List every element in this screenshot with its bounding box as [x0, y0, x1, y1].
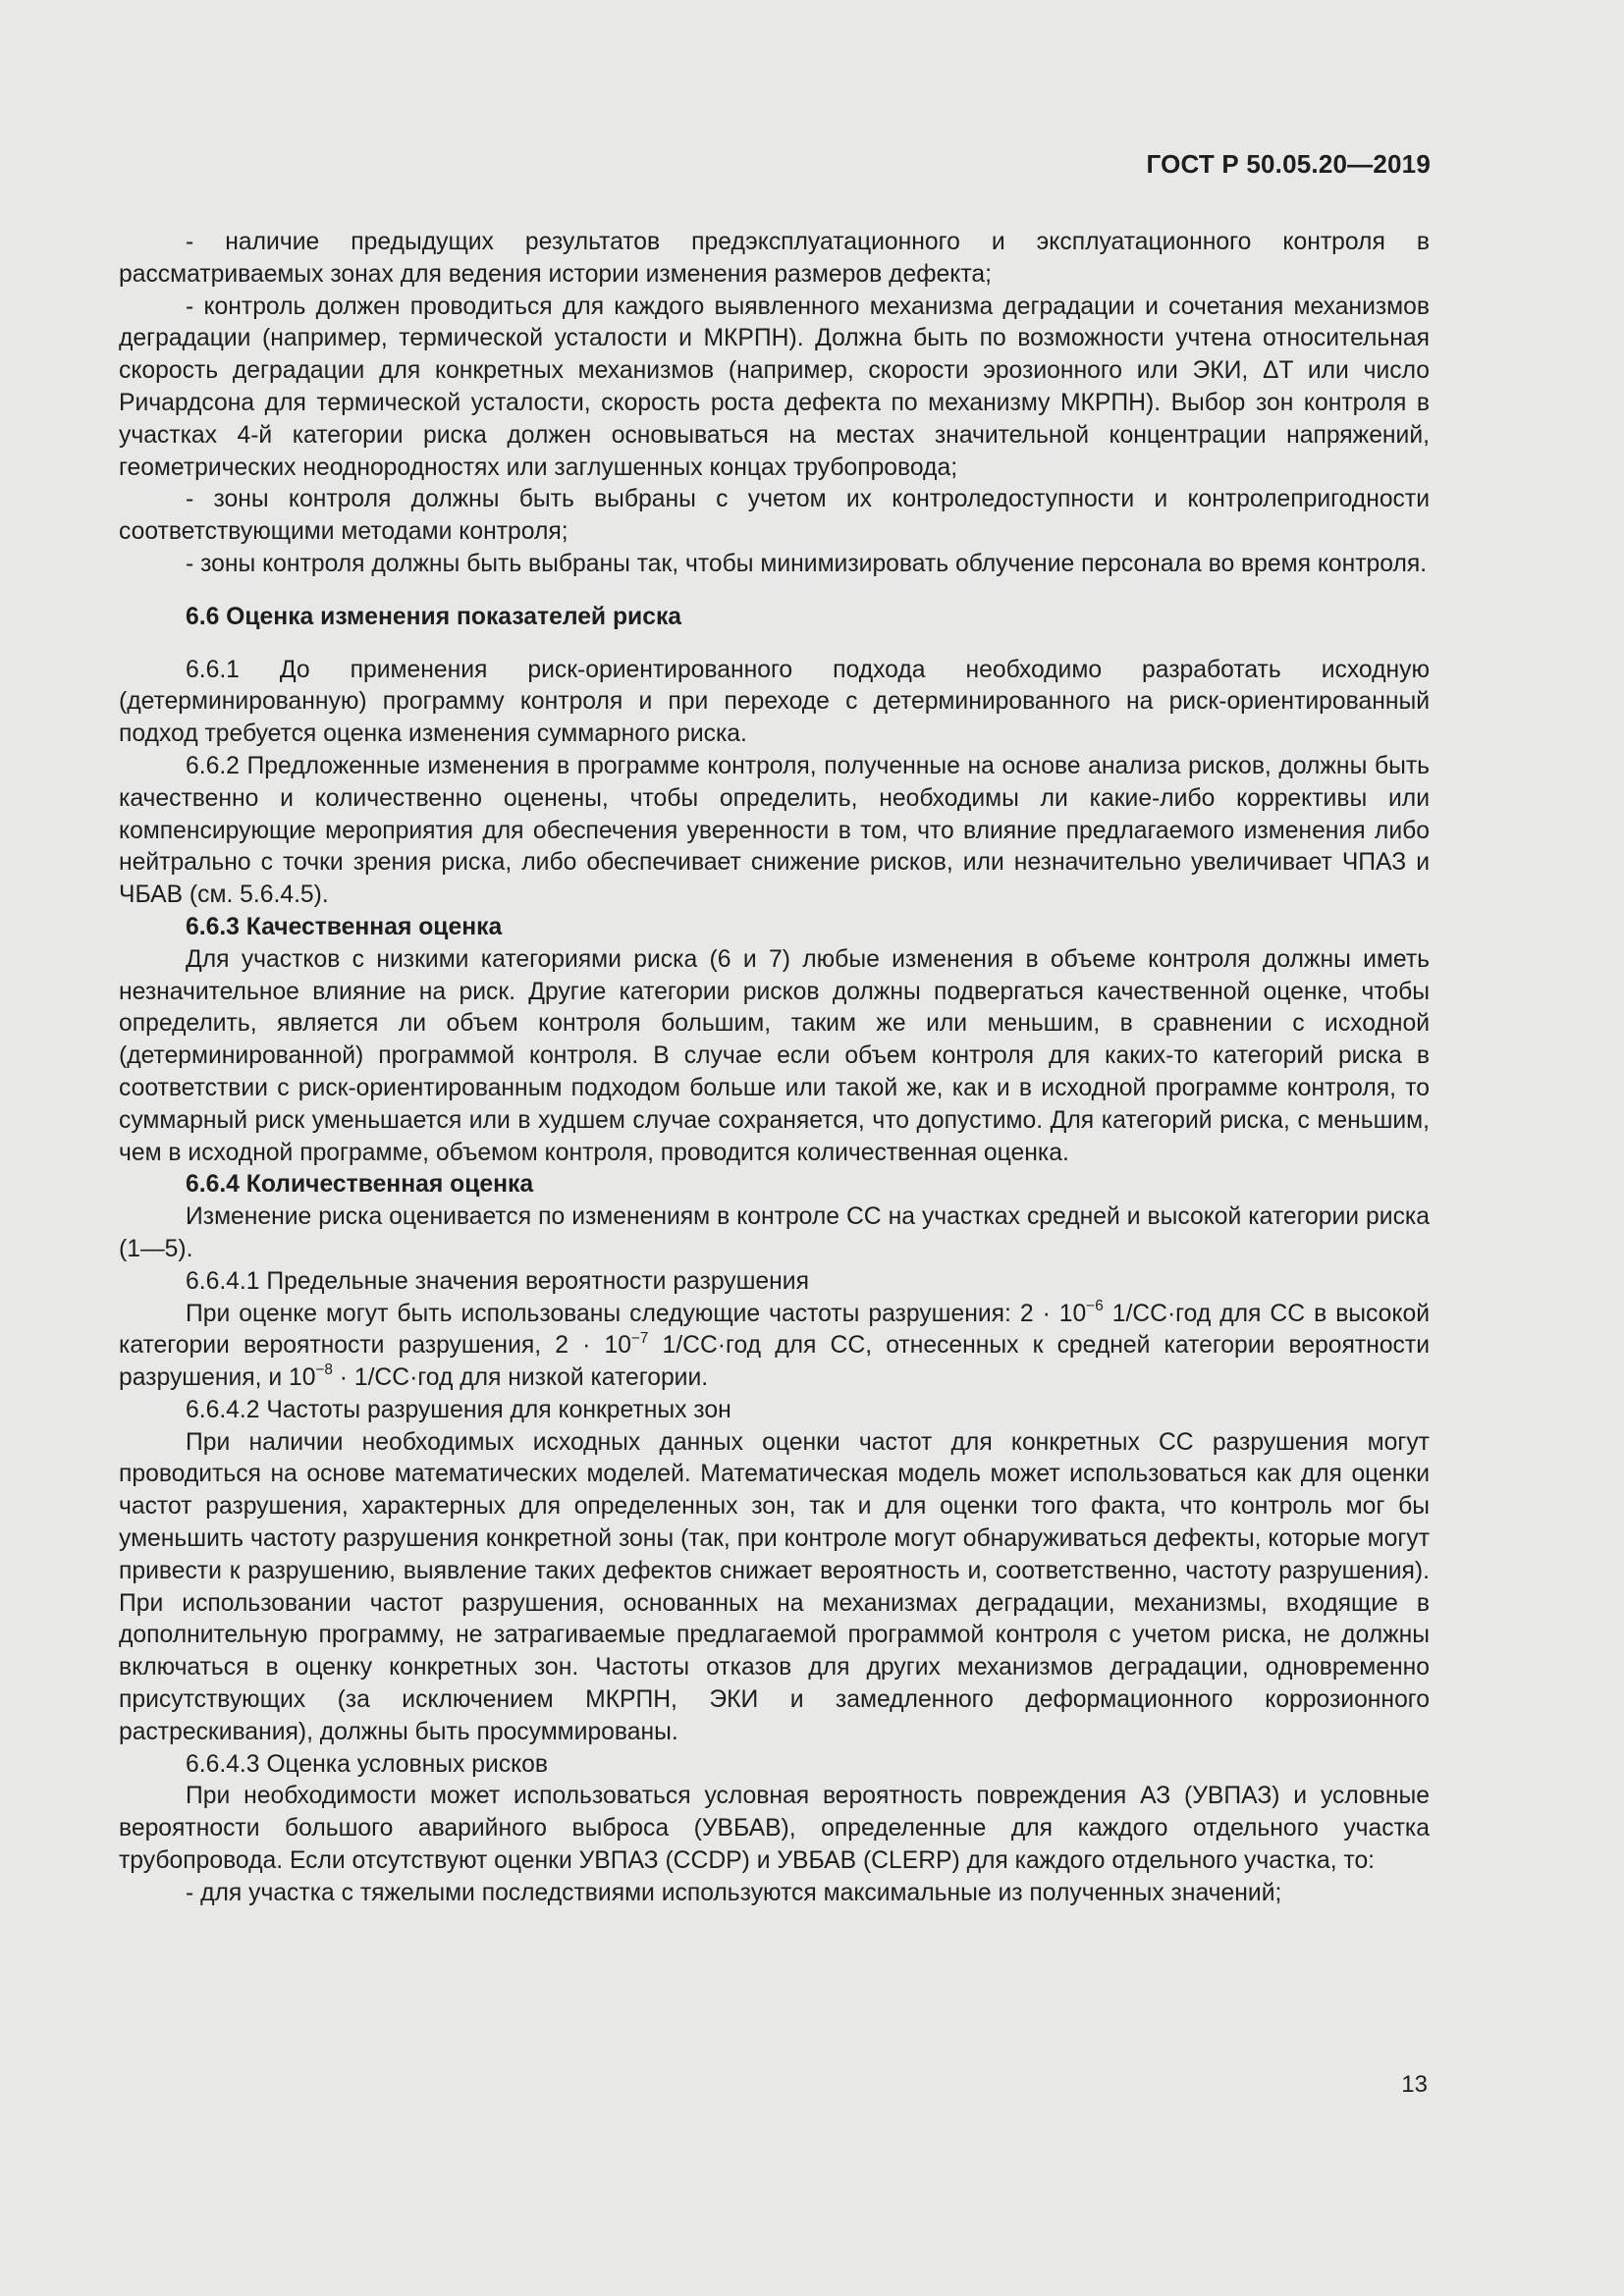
subsection-heading: 6.6.3 Качественная оценка — [186, 913, 503, 940]
paragraph: Изменение риска оценивается по изменениям в контроле СС на участках средней и высокой категории риска (1—5). — [119, 1203, 1430, 1262]
exponent: −7 — [630, 1329, 649, 1347]
text-run: · 1/СС·год для низкой категории. — [332, 1364, 709, 1392]
text-run: 1/СС·год для СС в высокой категории вероятности разрушения, 2 · 10 — [119, 1300, 1431, 1360]
document-id: ГОСТ Р 50.05.20—2019 — [1146, 149, 1431, 179]
page-number: 13 — [1401, 2071, 1428, 2098]
paragraph: - наличие предыдущих результатов предэксплуатационного и эксплуатационного контроля в рассматриваемых зонах для ведения истории изменения размеров дефекта; — [119, 229, 1430, 288]
clause-heading: 6.6.4.3 Оценка условных рисков — [186, 1750, 549, 1778]
paragraph: При наличии необходимых исходных данных оценки частот для конкретных СС разрушения могут проводиться на основе математических моделей. Математическая модель может использоваться как для оценки частот разрушения, характерных для определенных зон, так и для оценки того факта, что контроль мог бы уменьшить частоту разрушения конкретной зоны (так, при контроле могут обнаруживаться дефекты, которые могут привести к разрушению, выявление таких дефектов снижает вероятность и, соответственно, частоту разрушения). При использовании частот разрушения, основанных на механизмах деградации, механизмы, входящие в дополнительную программу, не затрагиваемые предлагаемой программой контроля с учетом риска, не должны включаться в оценку конкретных зон. Частоты отказов для других механизмов деградации, одновременно присутствующих (за исключением МКРПН, ЭКИ и замедленного деформационного коррозионного растрескивания), должны быть просуммированы. — [119, 1428, 1430, 1745]
paragraph: - контроль должен проводиться для каждого выявленного механизма деградации и сочетания механизмов деградации (например, термической усталости и МКРПН). Должна быть по возможности учтена относительная скорость деградации для конкретных механизмов (например, скорости эрозионного или ЭКИ, ΔT или число Ричардсона для термической усталости, скорость роста дефекта по механизму МКРПН). Выбор зон контроля в участках 4-й категории риска должен основываться на местах значительной концентрации напряжений, геометрических неоднородностях или заглушенных концах трубопровода; — [119, 293, 1430, 481]
paragraph-with-exponents — [119, 1299, 1430, 1395]
paragraph: - для участка с тяжелыми последствиями используются максимальные из полученных значений; — [186, 1879, 1282, 1906]
section-heading: 6.6 Оценка изменения показателей риска — [186, 603, 682, 630]
paragraph: - зоны контроля должны быть выбраны с учетом их контроледоступности и контролепригодности соответствующими методами контроля; — [119, 486, 1430, 546]
clause-heading: 6.6.4.1 Предельные значения вероятности разрушения — [186, 1267, 809, 1295]
exponent: −8 — [315, 1362, 333, 1379]
clause-heading: 6.6.4.2 Частоты разрушения для конкретных зон — [186, 1396, 731, 1423]
document-body — [119, 227, 1430, 1910]
paragraph: 6.6.2 Предложенные изменения в программе контроля, полученные на основе анализа рисков, должны быть качественно и количественно оценены, чтобы определить, необходимы ли какие-либо коррективы или компенсирующие мероприятия для обеспечения уверенности в том, что влияние предлагаемого изменения либо нейтрально с точки зрения риска, либо обеспечивает снижение рисков, или незначительно увеличивает ЧПАЗ и ЧБАВ (см. 5.6.4.5). — [119, 752, 1430, 909]
text-run: При оценке могут быть использованы следующие частоты разрушения: 2 · 10 — [186, 1300, 1087, 1327]
paragraph: При необходимости может использоваться условная вероятность повреждения АЗ (УВПАЗ) и условные вероятности большого аварийного выброса (УВБАВ), определенные для каждого отдельного участка трубопровода. Если отсутствуют оценки УВПАЗ (CCDP) и УВБАВ (CLERP) для каждого отдельного участка, то: — [119, 1783, 1430, 1875]
paragraph: 6.6.1 До применения риск-ориентированного подхода необходимо разработать исходную (детерминированную) программу контроля и при переходе с детерминированного на риск-ориентированный подход требуется оценка изменения суммарного риска. — [119, 656, 1430, 748]
exponent: −6 — [1086, 1297, 1104, 1314]
paragraph: Для участков с низкими категориями риска (6 и 7) любые изменения в объеме контроля должны иметь незначительное влияние на риск. Другие категории рисков должны подвергаться качественной оценке, чтобы определить, является ли объем контроля большим, таким же или меньшим, в сравнении с исходной (детерминированной) программой контроля. В случае если объем контроля для каких-то категорий риска в соответствии с риск-ориентированным подходом больше или такой же, как и в исходной программе контроля, то суммарный риск уменьшается или в худшем случае сохраняется, что допустимо. Для категорий риска, с меньшим, чем в исходной программе, объемом контроля, проводится количественная оценка. — [119, 945, 1430, 1166]
text-run: 1/СС·год для СС, отнесенных к средней категории вероятности разрушения, и 10 — [119, 1332, 1430, 1392]
paragraph: - зоны контроля должны быть выбраны так, чтобы минимизировать облучение персонала во время контроля. — [186, 550, 1428, 577]
subsection-heading: 6.6.4 Количественная оценка — [186, 1171, 534, 1199]
